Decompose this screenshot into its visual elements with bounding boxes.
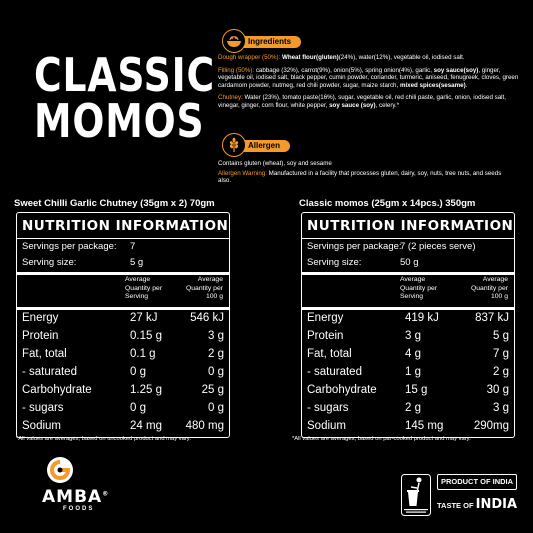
nutrition-heading: NUTRITION INFORMATION <box>307 218 514 234</box>
chutney-text-2: , celery.* <box>375 101 400 109</box>
chutney-label: Chutney: <box>218 94 243 102</box>
servings-value: 7 (2 pieces serve) <box>400 241 476 252</box>
per-100g-value: 0 g <box>208 402 224 414</box>
per-serving-value: 24 mg <box>130 420 162 432</box>
per-100g-value: 0 g <box>208 366 224 378</box>
ingredients-text <box>218 54 523 115</box>
table-row <box>22 327 224 345</box>
table-row <box>22 399 224 417</box>
per-100g-value: 5 g <box>493 330 509 342</box>
col-header-line: 100 g <box>490 293 508 301</box>
table-row <box>22 417 224 435</box>
table-row <box>307 309 509 327</box>
divider <box>302 238 514 239</box>
serving-size-value: 50 g <box>400 257 419 268</box>
per-serving-value: 2 g <box>405 402 421 414</box>
dough-label: Dough wrapper (50%): <box>218 54 281 61</box>
col-header-line: Average <box>197 276 223 283</box>
allergen-text <box>218 160 508 187</box>
col-header-line: Quantity per <box>185 284 223 292</box>
taste-of-text: TASTE OF <box>437 501 474 510</box>
footnote-momos: *All values are averages, based on par-cooked product and may vary. <box>292 436 471 442</box>
per-serving-value: 1 g <box>405 366 421 378</box>
col-header-line: Serving <box>125 293 149 301</box>
brand-name <box>42 487 109 507</box>
per-serving-value: 0.15 g <box>130 330 162 342</box>
filling-paragraph <box>218 67 523 90</box>
per-100g-value: 30 g <box>486 384 509 396</box>
table-row <box>22 345 224 363</box>
per-100g-value: 480 mg <box>185 420 224 432</box>
col-header-line: Quantity per <box>125 284 163 292</box>
allergen-warning <box>218 170 508 185</box>
col-header-100g <box>471 276 508 302</box>
ingredients-badge <box>226 36 301 48</box>
servings-label: Servings per package: <box>307 241 402 252</box>
filling-bold-2: mixed spices(sesame) <box>399 81 466 89</box>
nutrient-name: Fat, total <box>307 348 352 360</box>
col-header-line: Average <box>400 276 426 283</box>
dough-bold: Wheat flour(gluten) <box>281 54 339 61</box>
filling-text-2: , ginger, vegetable oil, iodised salt, black pepper, cumin powder, coriander, turmeric, aniseed, fenugreek, cloves, green cardamom powder, nutmeg, red chili powder, sugar, maize starch, <box>218 66 519 89</box>
per-serving-value: 3 g <box>405 330 421 342</box>
nutrient-name: Sodium <box>307 420 346 432</box>
amba-logo-icon <box>45 455 75 485</box>
per-100g-value: 2 g <box>493 366 509 378</box>
nutrition-panel-chutney <box>16 212 230 438</box>
per-100g-value: 7 g <box>493 348 509 360</box>
per-serving-value: 0 g <box>130 402 146 414</box>
filling-text-3: . <box>465 81 468 89</box>
per-100g-value: 546 kJ <box>190 312 224 324</box>
dough-paragraph <box>218 54 523 62</box>
title-line-1: CLASSIC <box>34 48 216 102</box>
table-row <box>307 381 509 399</box>
allergen-warning-text: Manufactured in a facility that processes gluten, dairy, soy, nuts, tree nuts, and seeds also. <box>218 169 502 185</box>
nutrient-name: Sodium <box>22 420 61 432</box>
col-header-line: Average <box>482 276 508 283</box>
nutrition-panel-momos <box>301 212 515 438</box>
serving-size-label: Serving size: <box>22 257 77 268</box>
per-serving-value: 0 g <box>130 366 146 378</box>
per-100g-value: 25 g <box>201 384 224 396</box>
dough-rest: (24%), water(12%), vegetable oil, iodised salt. <box>338 54 465 61</box>
col-header-line: Average <box>125 276 151 283</box>
allergen-badge <box>226 140 290 152</box>
dispose-responsibly-icon <box>401 474 431 516</box>
chutney-paragraph <box>218 94 523 109</box>
product-title <box>34 48 216 148</box>
nutrient-name: Carbohydrate <box>22 384 92 396</box>
col-header-serving <box>125 276 162 302</box>
table-row <box>307 417 509 435</box>
table-row <box>307 399 509 417</box>
per-100g-value: 3 g <box>493 402 509 414</box>
servings-label: Servings per package: <box>22 241 117 252</box>
ingredients-heading: Ingredients <box>248 37 292 46</box>
filling-label: Filling (50%): <box>218 66 255 74</box>
table-row <box>22 309 224 327</box>
col-header-line: Serving <box>400 293 424 301</box>
per-serving-value: 15 g <box>405 384 428 396</box>
serving-size-label: Serving size: <box>307 257 362 268</box>
product-of-india-badge: PRODUCT OF INDIA <box>437 474 517 490</box>
servings-value: 7 <box>130 241 136 252</box>
per-serving-value: 0.1 g <box>130 348 156 360</box>
filling-bold-1: soy sauce(soy) <box>433 66 479 74</box>
chutney-bold-1: soy sauce (soy) <box>329 101 376 109</box>
registered-mark: ® <box>102 490 110 498</box>
per-100g-value: 2 g <box>208 348 224 360</box>
table-row <box>307 327 509 345</box>
nutrient-name: - sugars <box>307 402 349 414</box>
col-header-100g <box>186 276 223 302</box>
nutrient-name: - sugars <box>22 402 64 414</box>
per-100g-value: 837 kJ <box>475 312 509 324</box>
nutrient-name: Fat, total <box>22 348 67 360</box>
per-serving-value: 419 kJ <box>405 312 439 324</box>
per-100g-value: 290mg <box>473 420 509 432</box>
per-serving-value: 27 kJ <box>130 312 158 324</box>
taste-of-india-badge <box>437 497 517 512</box>
divider-thick <box>302 272 514 275</box>
panel-title-chutney: Sweet Chilli Garlic Chutney (35gm x 2) 70gm <box>14 198 215 209</box>
serving-size-value: 5 g <box>130 257 144 268</box>
per-100g-value: 3 g <box>208 330 224 342</box>
table-row <box>22 381 224 399</box>
allergen-heading: Allergen <box>248 141 281 150</box>
taste-of-india-text: INDIA <box>475 497 518 512</box>
table-row <box>307 363 509 381</box>
nutrient-name: - saturated <box>22 366 77 378</box>
nutrition-heading: NUTRITION INFORMATION <box>22 218 229 234</box>
per-serving-value: 1.25 g <box>130 384 162 396</box>
nutrient-name: Protein <box>22 330 59 342</box>
allergen-warning-label: Allergen Warning: <box>218 169 267 177</box>
divider <box>17 238 229 239</box>
title-line-2: MOMOS <box>34 94 205 148</box>
divider-thick <box>17 272 229 275</box>
panel-title-momos: Classic momos (25gm x 14pcs.) 350gm <box>299 198 476 209</box>
nutrient-name: Energy <box>22 312 59 324</box>
nutrient-name: Energy <box>307 312 344 324</box>
footnote-chutney: *All values are averages, based on uncooked product and may vary. <box>16 436 191 442</box>
wheat-icon <box>222 133 246 157</box>
per-serving-value: 145 mg <box>405 420 444 432</box>
col-header-line: Quantity per <box>470 284 508 292</box>
col-header-line: Quantity per <box>400 284 438 292</box>
bowl-icon <box>222 29 246 53</box>
nutrient-name: Carbohydrate <box>307 384 377 396</box>
filling-text-1: cabbage (32%), carrot(9%), onion(5%), spring onion(4%), garlic, <box>254 66 434 74</box>
nutrient-name: Protein <box>307 330 344 342</box>
col-header-serving <box>400 276 437 302</box>
chutney-text-1: Water (23%), tomato paste(16%), sugar, vegetable oil, red chili paste, garlic, onion, iodised salt, vinegar, ginger, corn flour, white pepper, <box>218 94 506 109</box>
nutrient-name: - saturated <box>307 366 362 378</box>
table-row <box>22 363 224 381</box>
brand-sub: FOODS <box>63 506 95 512</box>
col-header-line: 100 g <box>205 293 223 301</box>
table-row <box>307 345 509 363</box>
brand-name-text: AMBA <box>42 487 103 507</box>
per-serving-value: 4 g <box>405 348 421 360</box>
allergen-contains: Contains gluten (wheat), soy and sesame <box>218 160 332 167</box>
